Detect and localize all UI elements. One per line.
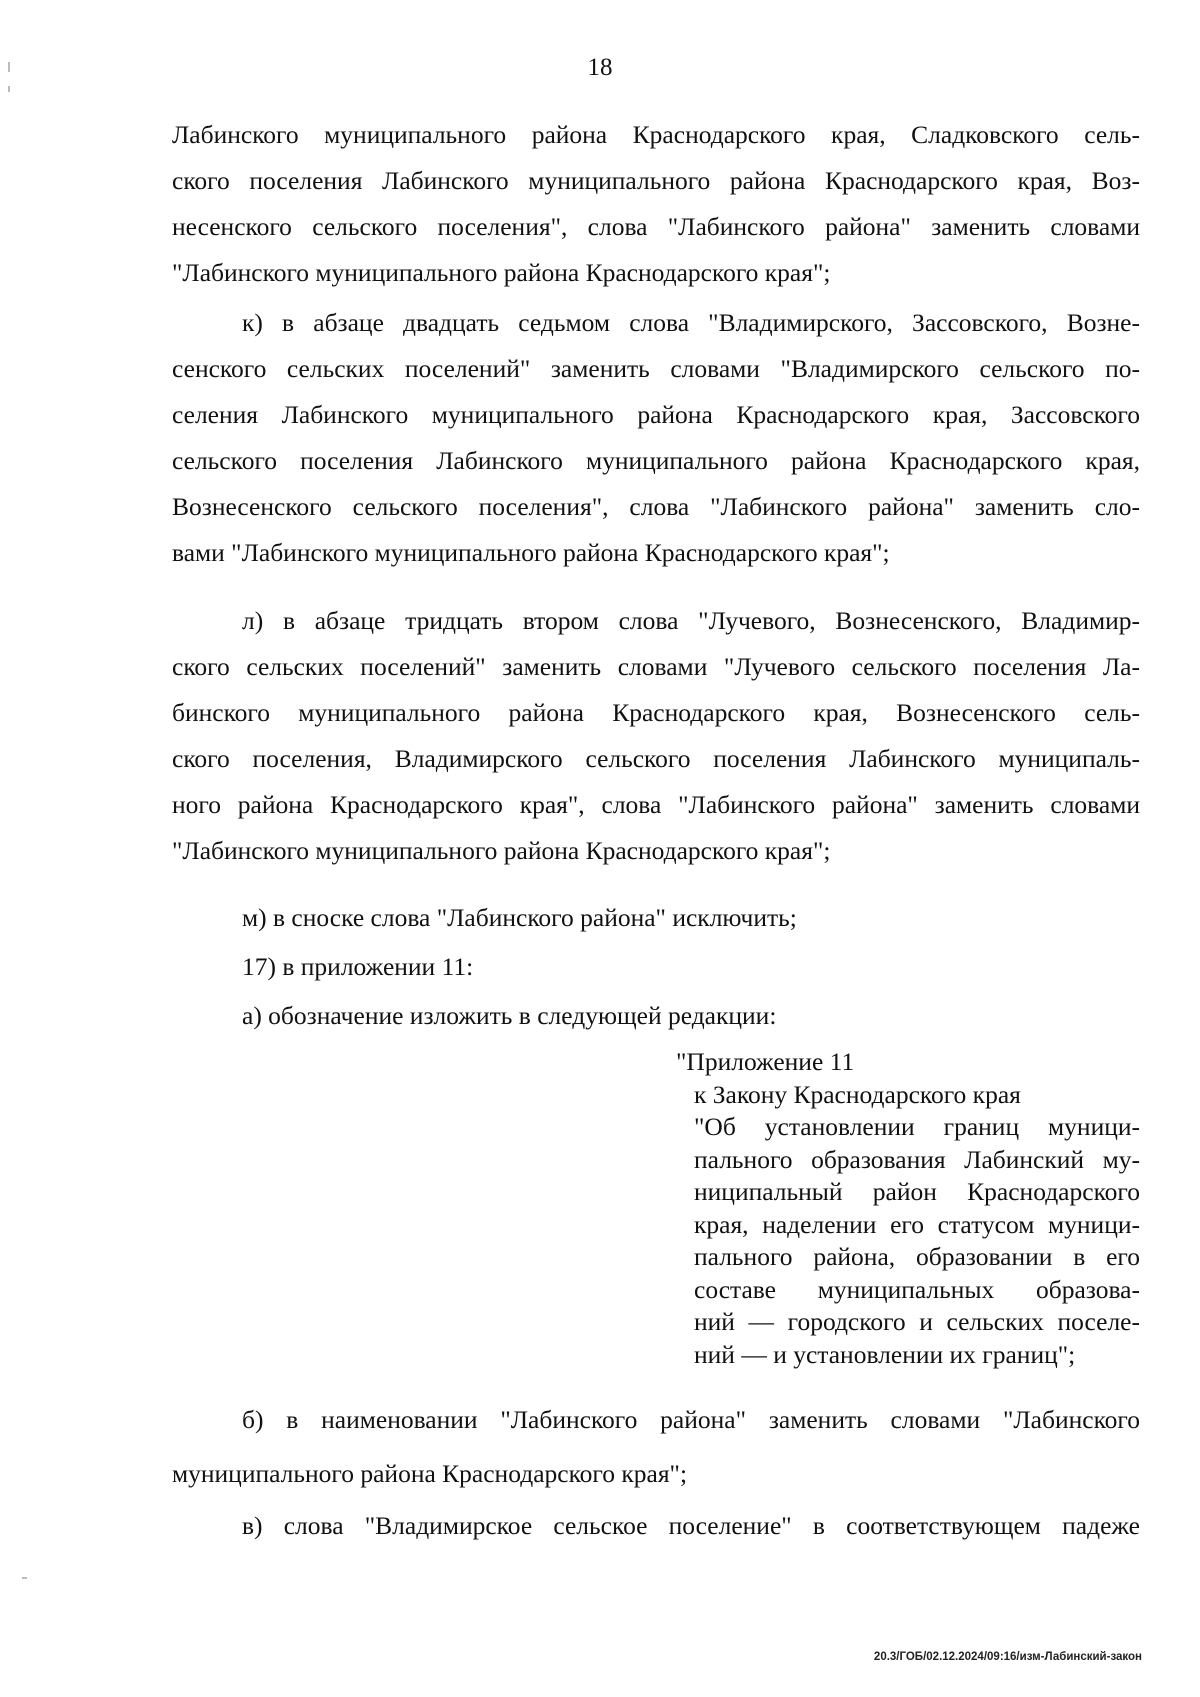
text-line: несенского сельского поселения", слова "Лабинского района" заменить словами [172, 212, 1140, 241]
text-line: сельского поселения Лабинского муниципального района Краснодарского края, [172, 446, 1140, 475]
appendix-line: пального образования Лабинский му- [694, 1144, 1140, 1174]
text-line: селения Лабинского муниципального района Краснодарского края, Зассовского [172, 400, 1140, 429]
appendix-line: "Об установлении границ муници- [694, 1112, 1140, 1141]
paragraph-b [172, 1393, 1140, 1501]
text-line: "Лабинского муниципального района Краснодарского края"; [172, 836, 831, 865]
text-line: 17) в приложении 11: [242, 952, 474, 981]
text-line: м) в сноске слова "Лабинского района" исключить; [242, 903, 797, 932]
text-line: к) в абзаце двадцать седьмом слова "Владимирского, Зассовского, Возне- [242, 308, 1140, 337]
paragraph-continuation [172, 112, 1140, 296]
text-line: л) в абзаце тридцать втором слова "Лучевого, Вознесенского, Владимир- [242, 606, 1140, 635]
text-line: ского сельских поселений" заменить словами "Лучевого сельского поселения Ла- [172, 652, 1140, 681]
appendix-line: ний — и установлении их границ"; [694, 1339, 1076, 1369]
document-footer-code: 20.3/ГОБ/02.12.2024/09:16/изм-Лабинский-закон [873, 1651, 1142, 1663]
text-line: а) обозначение изложить в следующей редакции: [242, 1001, 777, 1030]
paragraph-k [172, 300, 1140, 576]
text-line: ского поселения Лабинского муниципального района Краснодарского края, Воз- [172, 166, 1140, 195]
appendix-line: пального района, образовании в его [694, 1242, 1140, 1271]
paragraph-17 [172, 944, 1140, 990]
appendix-line: ниципальный район Краснодарского [694, 1177, 1140, 1206]
scan-artifact [22, 1577, 27, 1579]
appendix-heading [676, 1046, 1140, 1371]
appendix-line: составе муниципальных образова- [694, 1274, 1140, 1304]
page-number: 18 [587, 54, 613, 81]
appendix-line: края, наделении его статусом муници- [694, 1209, 1140, 1239]
appendix-line: к Закону Краснодарского края [694, 1079, 1021, 1109]
appendix-body [676, 1079, 1140, 1372]
text-line: Лабинского муниципального района Краснодарского края, Сладковского сель- [172, 120, 1140, 149]
text-line: в) слова "Владимирское сельское поселение" в соответствующем падеже [242, 1511, 1140, 1540]
paragraph-v [172, 1503, 1140, 1549]
scan-artifact [8, 86, 10, 92]
text-line: "Лабинского муниципального района Краснодарского края"; [172, 258, 831, 287]
text-line: ного района Краснодарского края", слова "Лабинского района" заменить словами [172, 790, 1140, 819]
text-line: Вознесенского сельского поселения", слова "Лабинского района" заменить сло- [172, 492, 1140, 521]
paragraph-m [172, 895, 1140, 941]
text-line: бинского муниципального района Краснодарского края, Вознесенского сель- [172, 698, 1140, 727]
paragraph-a [172, 993, 1140, 1039]
appendix-title: "Приложение 11 [676, 1047, 855, 1076]
text-line: сенского сельских поселений" заменить словами "Владимирского сельского по- [172, 354, 1140, 383]
text-line: б) в наименовании "Лабинского района" заменить словами "Лабинского [242, 1405, 1140, 1434]
text-line: вами "Лабинского муниципального района Краснодарского края"; [172, 538, 890, 567]
text-line: муниципального района Краснодарского края"; [172, 1459, 688, 1488]
appendix-line: ний — городского и сельских поселе- [694, 1307, 1140, 1336]
text-line: ского поселения, Владимирского сельского поселения Лабинского муниципаль- [172, 744, 1140, 773]
paragraph-l [172, 598, 1140, 874]
